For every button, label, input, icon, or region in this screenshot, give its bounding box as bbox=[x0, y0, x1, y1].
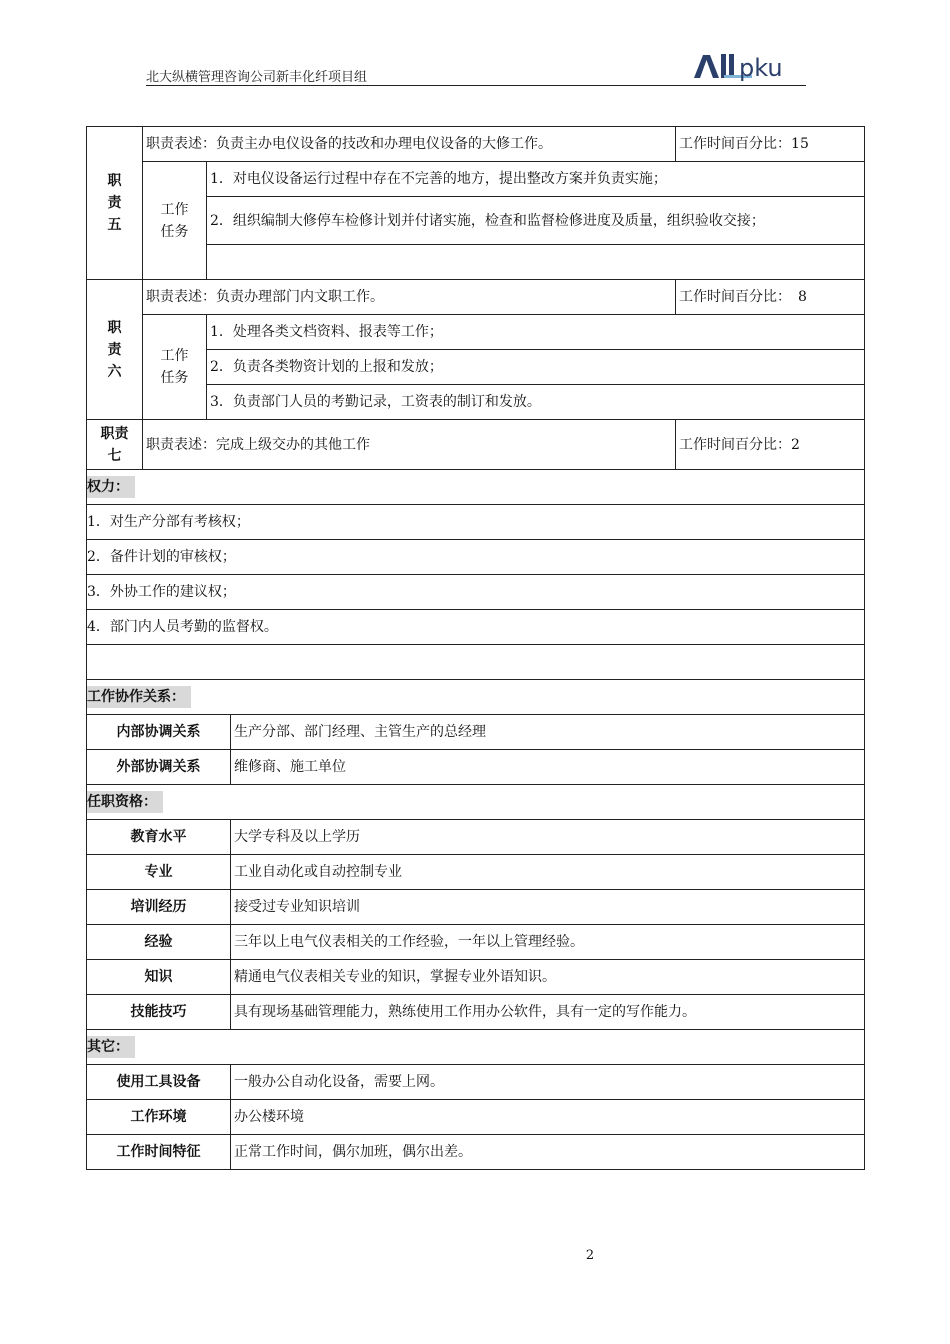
qual-skills-label: 技能技巧 bbox=[87, 995, 231, 1030]
duty5-task-3 bbox=[207, 245, 865, 280]
duty6-time-percent: 工作时间百分比： 8 bbox=[676, 280, 865, 315]
other-tools-value: 一般办公自动化设备，需要上网。 bbox=[231, 1065, 865, 1100]
authority-item-1: 1．对生产分部有考核权； bbox=[87, 505, 865, 540]
duty6-task-label: 工作 任务 bbox=[143, 315, 207, 420]
qual-education-label: 教育水平 bbox=[87, 820, 231, 855]
page-number: 2 bbox=[585, 1248, 595, 1263]
qual-experience-value: 三年以上电气仪表相关的工作经验，一年以上管理经验。 bbox=[231, 925, 865, 960]
cooperation-title: 工作协作关系： bbox=[87, 686, 191, 708]
qual-major-label: 专业 bbox=[87, 855, 231, 890]
qual-knowledge-value: 精通电气仪表相关专业的知识，掌握专业外语知识。 bbox=[231, 960, 865, 995]
qualifications-title: 任职资格： bbox=[87, 791, 163, 813]
authority-item-4: 4．部门内人员考勤的监督权。 bbox=[87, 610, 865, 645]
qual-skills-value: 具有现场基础管理能力，熟练使用工作用办公软件，具有一定的写作能力。 bbox=[231, 995, 865, 1030]
duty5-task-2: 2．组织编制大修停车检修计划并付诸实施，检查和监督检修进度及质量，组织验收交接； bbox=[207, 197, 865, 245]
other-environment-value: 办公楼环境 bbox=[231, 1100, 865, 1135]
coop-internal-label: 内部协调关系 bbox=[87, 715, 231, 750]
other-environment-label: 工作环境 bbox=[87, 1100, 231, 1135]
svg-text:pku: pku bbox=[739, 54, 783, 82]
coop-internal-value: 生产分部、部门经理、主管生产的总经理 bbox=[231, 715, 865, 750]
duty5-description: 职责表述：负责主办电仪设备的技改和办理电仪设备的大修工作。 bbox=[143, 127, 676, 162]
job-description-table bbox=[86, 126, 865, 1170]
header-company: 北大纵横管理咨询公司新丰化纤项目组 bbox=[146, 70, 368, 85]
duty6-label: 职 责 六 bbox=[87, 280, 143, 420]
other-tools-label: 使用工具设备 bbox=[87, 1065, 231, 1100]
allpku-logo bbox=[690, 50, 810, 86]
authority-title: 权力： bbox=[87, 476, 135, 498]
authority-item-3: 3．外协工作的建议权； bbox=[87, 575, 865, 610]
duty5-task-1: 1．对电仪设备运行过程中存在不完善的地方，提出整改方案并负责实施； bbox=[207, 162, 865, 197]
duty5-time-percent: 工作时间百分比：15 bbox=[676, 127, 865, 162]
duty6-task-1: 1．处理各类文档资料、报表等工作； bbox=[207, 315, 865, 350]
other-work-time-label: 工作时间特征 bbox=[87, 1135, 231, 1170]
qual-experience-label: 经验 bbox=[87, 925, 231, 960]
coop-external-value: 维修商、施工单位 bbox=[231, 750, 865, 785]
other-work-time-value: 正常工作时间，偶尔加班，偶尔出差。 bbox=[231, 1135, 865, 1170]
others-title: 其它： bbox=[87, 1036, 135, 1058]
duty6-task-3: 3．负责部门人员的考勤记录，工资表的制订和发放。 bbox=[207, 385, 865, 420]
qual-education-value: 大学专科及以上学历 bbox=[231, 820, 865, 855]
duty6-task-2: 2．负责各类物资计划的上报和发放； bbox=[207, 350, 865, 385]
duty5-task-label: 工作 任务 bbox=[143, 162, 207, 280]
duty7-time-percent: 工作时间百分比：2 bbox=[676, 420, 865, 470]
qual-training-value: 接受过专业知识培训 bbox=[231, 890, 865, 925]
authority-item-2: 2．备件计划的审核权； bbox=[87, 540, 865, 575]
duty5-label: 职 责 五 bbox=[87, 127, 143, 280]
coop-external-label: 外部协调关系 bbox=[87, 750, 231, 785]
duty6-description: 职责表述：负责办理部门内文职工作。 bbox=[143, 280, 676, 315]
qual-knowledge-label: 知识 bbox=[87, 960, 231, 995]
duty7-description: 职责表述：完成上级交办的其他工作 bbox=[143, 420, 676, 470]
authority-empty-row bbox=[87, 645, 865, 680]
qual-major-value: 工业自动化或自动控制专业 bbox=[231, 855, 865, 890]
qual-training-label: 培训经历 bbox=[87, 890, 231, 925]
duty7-label: 职责 七 bbox=[87, 420, 143, 470]
